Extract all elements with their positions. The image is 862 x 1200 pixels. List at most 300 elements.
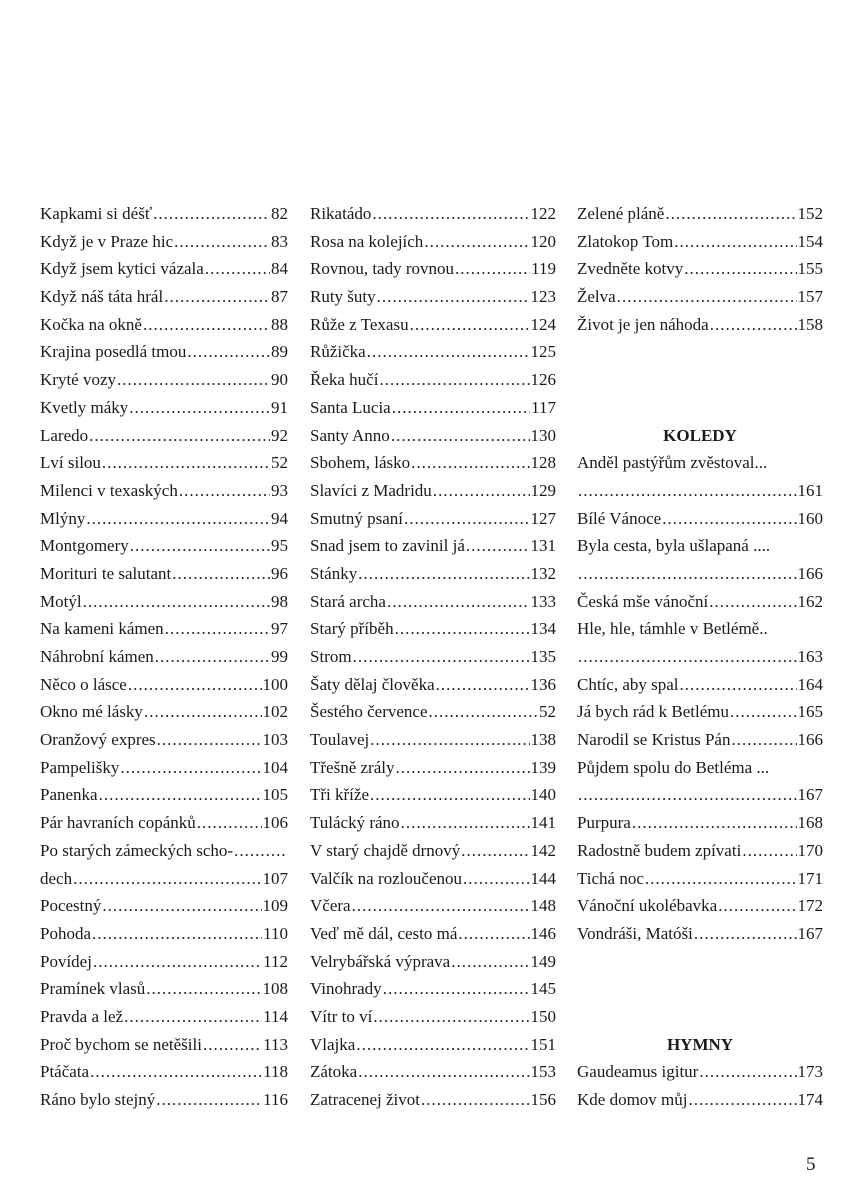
entry-title: Růže z Texasu <box>310 314 409 334</box>
index-entry <box>310 311 556 339</box>
entry-title: Stará archa <box>310 591 386 611</box>
entry-title: Pramínek vlasů <box>40 979 146 999</box>
entry-page-number: 136 <box>530 674 556 694</box>
index-entry <box>310 1086 556 1114</box>
entry-page-number: 92 <box>271 425 288 445</box>
index-entry <box>40 394 288 422</box>
entry-page-number: 167 <box>797 785 823 805</box>
index-entry <box>310 643 556 671</box>
dot-leader <box>93 948 262 976</box>
entry-title: Vondráši, Matóši <box>577 923 693 943</box>
entry-page-number: 134 <box>530 619 556 639</box>
index-entry <box>310 505 556 533</box>
index-entry <box>577 671 823 699</box>
dot-leader <box>143 311 270 339</box>
entry-page-number: 84 <box>271 259 288 279</box>
index-entry <box>577 560 823 588</box>
index-entry <box>310 228 556 256</box>
entry-title: Proč bychom se netěšili <box>40 1034 202 1054</box>
index-entry <box>310 754 556 782</box>
entry-title: Velrybářská výprava <box>310 951 451 971</box>
entry-title: Zelené pláně <box>577 204 665 223</box>
entry-title: Já bych rád k Betlému <box>577 702 730 722</box>
entry-page-number: 122 <box>530 204 556 223</box>
entry-page-number: 168 <box>797 813 823 833</box>
entry-page-number: 173 <box>797 1062 823 1082</box>
entry-title: Zlatokop Tom <box>577 231 674 251</box>
index-entry <box>310 200 556 228</box>
dot-leader <box>157 726 262 754</box>
dot-leader <box>433 477 530 505</box>
entry-title: Lví silou <box>40 453 101 473</box>
entry-page-number: 108 <box>262 979 288 999</box>
entry-page-number: 87 <box>271 287 288 307</box>
index-entry <box>577 920 823 948</box>
entry-page-number: 138 <box>530 730 556 750</box>
entry-title: Kde domov můj <box>577 1090 688 1109</box>
entry-title: Motýl <box>40 591 82 611</box>
entry-title: Řeka hučí <box>310 370 379 390</box>
entry-title: Ráno bylo stejný <box>40 1090 156 1109</box>
index-entry <box>40 726 288 754</box>
entry-title: Radostně budem zpívati <box>577 840 742 860</box>
dot-leader <box>83 588 270 616</box>
entry-page-number: 110 <box>263 923 288 943</box>
entry-page-number: 91 <box>271 397 288 417</box>
spacer <box>577 1003 823 1031</box>
index-entry <box>40 311 288 339</box>
entry-title: Růžička <box>310 342 366 362</box>
entry-title: dech <box>40 868 73 888</box>
dot-leader <box>90 1058 262 1086</box>
entry-page-number: 132 <box>530 563 556 583</box>
dot-leader <box>466 532 530 560</box>
dot-leader <box>632 809 797 837</box>
entry-title: Ptáčata <box>40 1062 90 1082</box>
entry-title: Hle, hle, támhle v Betlémě.. <box>577 619 768 639</box>
dot-leader <box>203 1031 262 1059</box>
dot-leader <box>395 754 529 782</box>
index-entry <box>40 892 288 920</box>
entry-title: Chtíc, aby spal <box>577 674 679 694</box>
entry-page-number: 151 <box>530 1034 556 1054</box>
index-entry <box>40 948 288 976</box>
entry-page-number: 174 <box>797 1090 823 1109</box>
index-entry <box>40 532 288 560</box>
entry-page-number: 150 <box>530 1006 556 1026</box>
entry-page-number: 157 <box>797 287 823 307</box>
entry-page-number: 82 <box>271 204 288 223</box>
entry-title: Toulavej <box>310 730 370 750</box>
dot-leader <box>128 671 262 699</box>
index-entry <box>40 809 288 837</box>
entry-page-number: 114 <box>263 1006 288 1026</box>
entry-title: Rosa na kolejích <box>310 231 424 251</box>
dot-leader <box>436 671 530 699</box>
entry-page-number: 156 <box>530 1090 556 1109</box>
index-entry <box>577 865 823 893</box>
index-column-3 <box>577 200 823 1114</box>
index-entry <box>40 283 288 311</box>
dot-leader <box>410 311 530 339</box>
index-entry <box>577 643 823 671</box>
index-entry <box>310 283 556 311</box>
index-entry <box>40 477 288 505</box>
index-entry <box>310 809 556 837</box>
index-entry <box>310 698 556 726</box>
section-heading: KOLEDY <box>663 425 737 445</box>
index-entry <box>310 532 556 560</box>
index-entry <box>577 726 823 754</box>
index-entry <box>310 892 556 920</box>
entry-title: Bílé Vánoce <box>577 508 662 528</box>
entry-page-number: 165 <box>797 702 823 722</box>
dot-leader <box>578 477 797 505</box>
dot-leader <box>395 615 530 643</box>
entry-title: Sbohem, lásko <box>310 453 411 473</box>
dot-leader <box>699 1058 796 1086</box>
entry-title: Kvetly máky <box>40 397 129 417</box>
index-entry <box>577 1058 823 1086</box>
index-entry <box>40 865 288 893</box>
entry-title: Milenci v texaských <box>40 480 178 500</box>
entry-title: Starý příběh <box>310 619 394 639</box>
entry-title: Život je jen náhoda <box>577 314 709 334</box>
spacer <box>577 338 823 366</box>
entry-title: Tři kříže <box>310 785 369 805</box>
dot-leader <box>144 698 262 726</box>
dot-leader <box>674 228 796 256</box>
entry-title: Pampelišky <box>40 757 120 777</box>
entry-title: Slavíci z Madridu <box>310 480 432 500</box>
entry-page-number: 162 <box>797 591 823 611</box>
entry-title: Gaudeamus igitur <box>577 1062 699 1082</box>
dot-leader <box>730 698 796 726</box>
entry-page-number: 148 <box>530 896 556 916</box>
entry-page-number: 93 <box>271 480 288 500</box>
entry-page-number: 164 <box>797 674 823 694</box>
dot-leader <box>165 615 270 643</box>
entry-page-number: 95 <box>271 536 288 556</box>
dot-leader <box>370 726 529 754</box>
index-entry <box>40 920 288 948</box>
spacer <box>577 975 823 1003</box>
dot-leader <box>461 837 529 865</box>
entry-title: V starý chajdě drnový <box>310 840 461 860</box>
dot-leader <box>424 228 529 256</box>
entry-page-number: 102 <box>262 702 288 722</box>
dot-leader <box>179 477 270 505</box>
dot-leader <box>411 449 529 477</box>
entry-title: Strom <box>310 647 352 666</box>
index-entry <box>310 449 556 477</box>
dot-leader <box>710 311 797 339</box>
index-entry <box>40 449 288 477</box>
index-entry <box>40 615 288 643</box>
entry-page-number: 112 <box>263 951 288 971</box>
dot-leader <box>718 892 796 920</box>
dot-leader <box>458 920 529 948</box>
entry-title: Ruty šuty <box>310 287 376 307</box>
dot-leader <box>155 643 270 671</box>
entry-title: Pocestný <box>40 896 102 916</box>
spacer <box>577 366 823 394</box>
dot-leader <box>197 809 262 837</box>
entry-title: Po starých zámeckých scho- <box>40 840 234 860</box>
index-entry <box>310 255 556 283</box>
dot-leader <box>153 200 270 228</box>
dot-leader <box>102 892 261 920</box>
entry-title: Byla cesta, byla ušlapaná .... <box>577 536 771 556</box>
entry-page-number: 116 <box>263 1090 288 1109</box>
index-entry <box>310 477 556 505</box>
index-entry <box>310 948 556 976</box>
entry-page-number: 139 <box>530 757 556 777</box>
entry-page-number: 145 <box>530 979 556 999</box>
entry-page-number: 140 <box>530 785 556 805</box>
section-heading: HYMNY <box>666 1034 734 1054</box>
dot-leader <box>358 1058 529 1086</box>
entry-title: Náhrobní kámen <box>40 647 154 666</box>
entry-page-number: 98 <box>271 591 288 611</box>
dot-leader <box>689 1086 797 1114</box>
entry-page-number: 89 <box>271 342 288 362</box>
entry-page-number: 144 <box>530 868 556 888</box>
dot-leader <box>709 588 796 616</box>
entry-page-number: 126 <box>530 370 556 390</box>
dot-leader <box>383 975 530 1003</box>
index-entry <box>577 781 823 809</box>
entry-title: Stánky <box>310 563 358 583</box>
entry-page-number: 135 <box>530 647 556 666</box>
entry-title: Když jsem kytici vázala <box>40 259 204 279</box>
index-entry <box>310 1003 556 1031</box>
index-entry <box>577 200 823 228</box>
entry-page-number: 154 <box>797 231 823 251</box>
entry-title: Pár havraních copánků <box>40 813 196 833</box>
entry-page-number: 52 <box>539 702 556 722</box>
entry-title: Mlýny <box>40 508 86 528</box>
dot-leader <box>645 865 797 893</box>
entry-title: Snad jsem to zavinil já <box>310 536 465 556</box>
entry-title: Oranžový expres <box>40 730 156 750</box>
dot-leader <box>379 366 529 394</box>
entry-page-number: 170 <box>797 840 823 860</box>
index-entry <box>577 892 823 920</box>
entry-page-number: 155 <box>797 259 823 279</box>
index-entry <box>40 422 288 450</box>
index-entry <box>40 366 288 394</box>
entry-title: Okno mé lásky <box>40 702 143 722</box>
entry-page-number: 119 <box>531 259 556 279</box>
dot-leader <box>694 920 797 948</box>
entry-title: Purpura <box>577 813 631 833</box>
index-entry <box>40 338 288 366</box>
dot-leader <box>742 837 796 865</box>
dot-leader <box>86 505 270 533</box>
index-entry <box>310 366 556 394</box>
index-entry <box>310 1031 556 1059</box>
index-entry <box>577 283 823 311</box>
dot-leader <box>404 505 529 533</box>
entry-title: Želva <box>577 287 616 307</box>
dot-leader <box>391 422 530 450</box>
entry-page-number: 104 <box>262 757 288 777</box>
dot-leader <box>392 394 530 422</box>
entry-title: Včera <box>310 896 351 916</box>
index-entry <box>310 1058 556 1086</box>
entry-title: Rovnou, tady rovnou <box>310 259 455 279</box>
entry-page-number: 131 <box>530 536 556 556</box>
dot-leader <box>373 1003 529 1031</box>
dot-leader <box>463 865 530 893</box>
dot-leader <box>130 532 270 560</box>
index-entry <box>310 920 556 948</box>
entry-title: Panenka <box>40 785 98 805</box>
index-entry <box>310 726 556 754</box>
index-entry <box>40 837 288 865</box>
entry-title: Česká mše vánoční <box>577 591 709 611</box>
dot-leader <box>124 1003 262 1031</box>
dot-leader <box>174 228 270 256</box>
dot-leader <box>353 643 530 671</box>
index-entry <box>577 698 823 726</box>
entry-page-number: 120 <box>530 231 556 251</box>
dot-leader <box>234 837 287 865</box>
entry-page-number: 103 <box>262 730 288 750</box>
dot-leader <box>358 560 529 588</box>
dot-leader <box>205 255 270 283</box>
entry-page-number: 106 <box>262 813 288 833</box>
index-entry <box>310 338 556 366</box>
entry-page-number: 172 <box>797 896 823 916</box>
index-entry <box>310 865 556 893</box>
index-entry <box>40 1031 288 1059</box>
entry-page-number: 161 <box>797 480 823 500</box>
entry-title: Kapkami si déšť <box>40 204 153 223</box>
entry-page-number: 83 <box>271 231 288 251</box>
entry-page-number: 124 <box>530 314 556 334</box>
dot-leader <box>684 255 796 283</box>
entry-page-number: 94 <box>271 508 288 528</box>
entry-page-number: 113 <box>263 1034 288 1054</box>
dot-leader <box>578 560 797 588</box>
dot-leader <box>356 1031 529 1059</box>
dot-leader <box>352 892 530 920</box>
index-entry <box>577 505 823 533</box>
dot-leader <box>731 726 796 754</box>
entry-title: Vinohrady <box>310 979 382 999</box>
index-entry <box>40 975 288 1003</box>
entry-title: Kryté vozy <box>40 370 117 390</box>
entry-page-number: 166 <box>797 730 823 750</box>
entry-title: Třešně zrály <box>310 757 395 777</box>
entry-page-number: 133 <box>530 591 556 611</box>
dot-leader <box>89 422 270 450</box>
index-entry <box>577 532 823 560</box>
dot-leader <box>387 588 530 616</box>
dot-leader <box>451 948 529 976</box>
entry-title: Tichá noc <box>577 868 644 888</box>
dot-leader <box>172 560 270 588</box>
entry-page-number: 105 <box>262 785 288 805</box>
spacer <box>577 948 823 976</box>
dot-leader <box>578 781 797 809</box>
entry-title: Kočka na okně <box>40 314 142 334</box>
entry-page-number: 109 <box>262 896 288 916</box>
index-entry <box>577 615 823 643</box>
entry-page-number: 142 <box>530 840 556 860</box>
index-entry <box>310 560 556 588</box>
dot-leader <box>617 283 797 311</box>
entry-page-number: 100 <box>262 674 288 694</box>
entry-page-number: 128 <box>530 453 556 473</box>
dot-leader <box>146 975 261 1003</box>
entry-page-number: 118 <box>263 1062 288 1082</box>
index-entry <box>40 560 288 588</box>
entry-title: Pravda a lež <box>40 1006 124 1026</box>
entry-page-number: 129 <box>530 480 556 500</box>
entry-title: Na kameni kámen <box>40 619 164 639</box>
index-entry <box>577 809 823 837</box>
index-entry <box>310 588 556 616</box>
dot-leader <box>99 781 262 809</box>
dot-leader <box>102 449 270 477</box>
entry-page-number: 99 <box>271 647 288 666</box>
dot-leader <box>665 200 796 228</box>
dot-leader <box>578 643 797 671</box>
dot-leader <box>156 1086 262 1114</box>
index-entry <box>40 588 288 616</box>
dot-leader <box>401 809 530 837</box>
index-entry <box>310 671 556 699</box>
index-entry <box>40 781 288 809</box>
index-entry <box>577 837 823 865</box>
entry-title: Pohoda <box>40 923 91 943</box>
index-column-1 <box>40 200 288 1114</box>
entry-title: Šaty dělaj člověka <box>310 674 435 694</box>
entry-title: Zvedněte kotvy <box>577 259 684 279</box>
entry-page-number: 149 <box>530 951 556 971</box>
entry-page-number: 160 <box>797 508 823 528</box>
entry-title: Laredo <box>40 425 89 445</box>
index-entry <box>40 505 288 533</box>
entry-title: Vánoční ukolébavka <box>577 896 718 916</box>
dot-leader <box>372 200 529 228</box>
entry-title: Santy Anno <box>310 425 390 445</box>
dot-leader <box>421 1086 530 1114</box>
entry-page-number: 123 <box>530 287 556 307</box>
index-entry <box>577 588 823 616</box>
entry-page-number: 125 <box>530 342 556 362</box>
index-entry <box>40 200 288 228</box>
dot-leader <box>429 698 538 726</box>
index-entry <box>40 228 288 256</box>
index-entry <box>310 975 556 1003</box>
index-entry <box>577 1086 823 1114</box>
index-entry <box>577 449 823 477</box>
entry-title: Santa Lucia <box>310 397 391 417</box>
index-column-2 <box>310 200 556 1114</box>
dot-leader <box>129 394 270 422</box>
entry-title: Krajina posedlá tmou <box>40 342 187 362</box>
entry-title: Vítr to ví <box>310 1006 373 1026</box>
entry-page-number: 152 <box>797 204 823 223</box>
entry-title: Montgomery <box>40 536 129 556</box>
index-entry <box>310 394 556 422</box>
index-entry <box>40 643 288 671</box>
dot-leader <box>377 283 530 311</box>
